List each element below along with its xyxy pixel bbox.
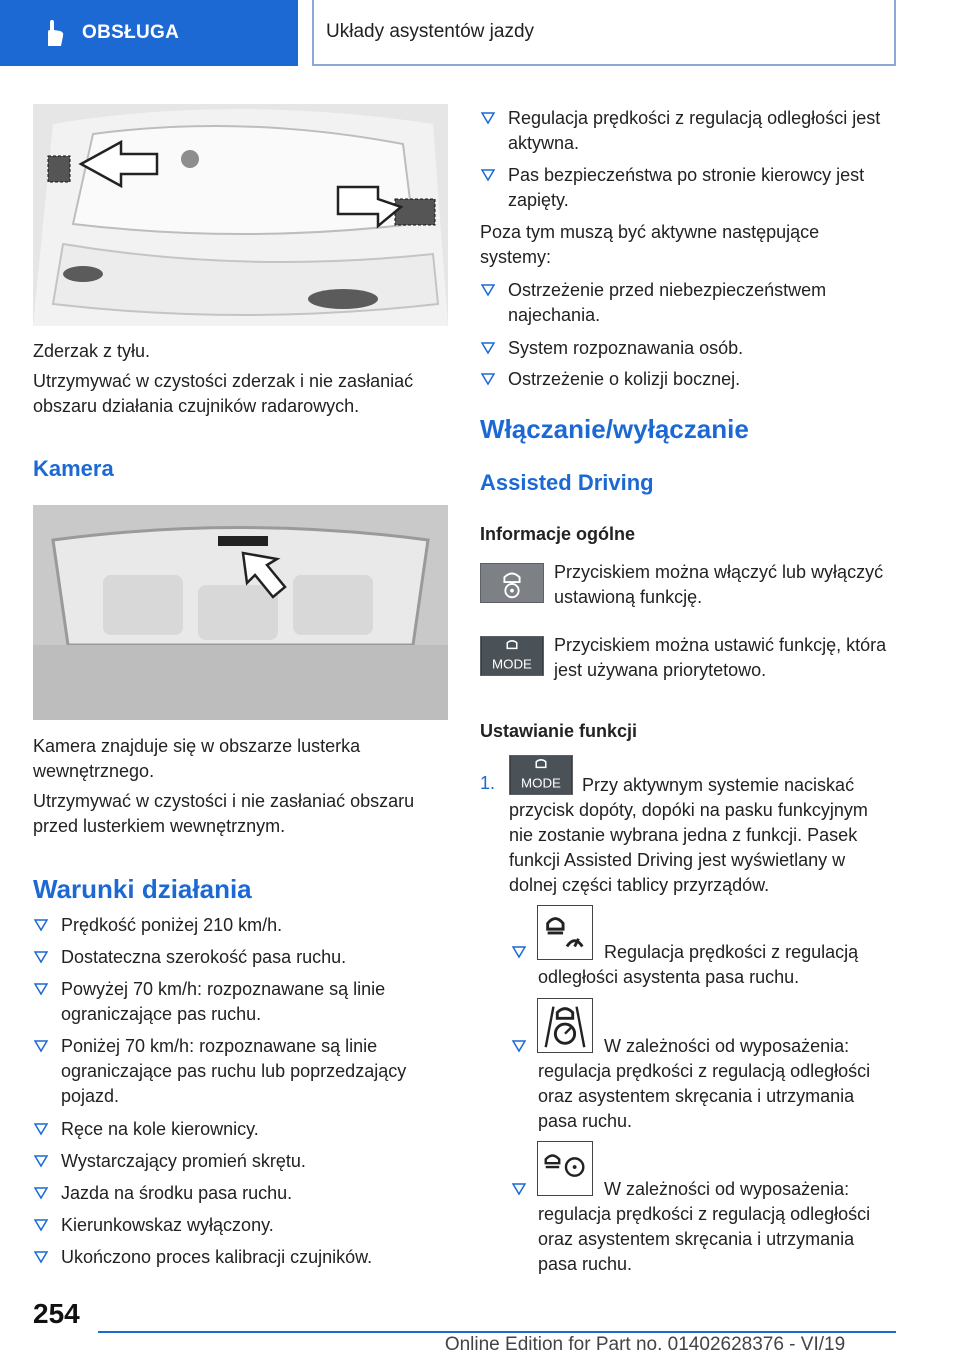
- bullet-triangle-icon: [481, 283, 495, 297]
- section-tab: [0, 0, 298, 66]
- setting-heading: Ustawianie funkcji: [480, 721, 638, 741]
- footer-divider: [98, 1331, 896, 1333]
- bullet-triangle-icon: [481, 341, 495, 355]
- bullet-triangle-icon: [34, 918, 48, 932]
- page-number: 254: [33, 1298, 80, 1329]
- bullet-triangle-icon: [34, 1154, 48, 1168]
- bullet-triangle-icon: [512, 1039, 526, 1053]
- rear-bumper-image: [33, 104, 448, 326]
- condition-item: Ręce na kole kierownicy.: [33, 1117, 443, 1142]
- footer-edition: Online Edition for Part no. 01402628376 - VI/19: [444, 1334, 846, 1355]
- system-item: Ostrzeżenie przed niebezpieczeństwem najechania.: [480, 278, 895, 328]
- step-text: Przy aktywnym systemie naciskać przycisk dopóty, dopóki na pasku funkcyjnym nie zostanie wybrana jedna z funkcji. Pasek funkcji Assisted Driving jest wyświetlany w dolnej części tablicy przyrządów.: [509, 775, 868, 895]
- assisted-driving-button-icon: [480, 563, 544, 603]
- condition-item: Kierunkowskaz wyłączony.: [33, 1213, 443, 1238]
- condition-item: Prędkość poniżej 210 km/h.: [33, 913, 443, 938]
- also-text: Poza tym muszą być aktywne następujące systemy:: [480, 222, 820, 267]
- mode-label: MODE: [521, 775, 561, 791]
- option-text: W zależności od wyposażenia: regulacja prędkości z regulacją odległości oraz asystentem skręcania i utrzymania pasa ruchu.: [538, 1036, 871, 1131]
- camera-image: [33, 505, 448, 720]
- bullet-triangle-icon: [34, 982, 48, 996]
- rear-text: Utrzymywać w czystości zderzak i nie zasłaniać obszaru działania czujników radarowych.: [33, 371, 414, 416]
- system-item: System rozpoznawania osób.: [480, 336, 895, 361]
- bullet-triangle-icon: [34, 1186, 48, 1200]
- condition-item: Poniżej 70 km/h: rozpoznawane są linie ograniczające pas ruchu lub poprzedzający pojazd.: [33, 1034, 443, 1109]
- camera-text-2: Utrzymywać w czystości i nie zasłaniać obszaru przed lusterkiem wewnętrznym.: [33, 791, 415, 836]
- button2-text: Przyciskiem można ustawić funkcję, która jest używana priorytetowo.: [554, 635, 887, 680]
- section-title: OBSŁUGA: [82, 22, 180, 43]
- conditions-heading: Warunki działania: [33, 874, 252, 904]
- button1-text: Przyciskiem można włączyć lub wyłączyć ustawioną funkcję.: [554, 562, 884, 607]
- mode-button-icon: [480, 636, 544, 676]
- option-text: W zależności od wyposażenia: regulacja prędkości z regulacją odległości oraz asystentem skręcania i utrzymania pasa ruchu.: [538, 1179, 871, 1274]
- condition-item: Dostateczna szerokość pasa ruchu.: [33, 945, 443, 970]
- bullet-triangle-icon: [34, 1122, 48, 1136]
- breadcrumb: [312, 0, 896, 66]
- bullet-triangle-icon: [481, 111, 495, 125]
- rear-caption: Zderzak z tyłu.: [33, 341, 151, 361]
- bullet-triangle-icon: [512, 1182, 526, 1196]
- condition-item: Ukończono proces kalibracji czujników.: [33, 1245, 443, 1270]
- camera-heading: Kamera: [33, 456, 114, 481]
- bullet-triangle-icon: [481, 168, 495, 182]
- bullet-triangle-icon: [512, 945, 526, 959]
- general-heading: Informacje ogólne: [480, 524, 636, 544]
- system-item: Ostrzeżenie o kolizji bocznej.: [480, 367, 895, 392]
- mode-label: MODE: [492, 656, 532, 672]
- onoff-heading: Włączanie/wyłączanie: [480, 414, 749, 444]
- bullet-triangle-icon: [34, 1039, 48, 1053]
- condition-item: Pas bezpieczeństwa po stronie kierowcy jest zapięty.: [480, 163, 895, 213]
- condition-item: Regulacja prędkości z regulacją odległości jest aktywna.: [480, 106, 895, 156]
- bullet-triangle-icon: [481, 372, 495, 386]
- camera-text-1: Kamera znajduje się w obszarze lusterka wewnętrznego.: [33, 736, 361, 781]
- assisted-driving-heading: Assisted Driving: [480, 470, 654, 495]
- option-text: Regulacja prędkości z regulacją odległości asystenta pasa ruchu.: [538, 942, 859, 987]
- hand-icon: [38, 18, 68, 48]
- condition-item: Powyżej 70 km/h: rozpoznawane są linie ograniczające pas ruchu.: [33, 977, 443, 1027]
- condition-item: Wystarczający promień skrętu.: [33, 1149, 443, 1174]
- bullet-triangle-icon: [34, 1218, 48, 1232]
- bullet-triangle-icon: [34, 1250, 48, 1264]
- bullet-triangle-icon: [34, 950, 48, 964]
- breadcrumb-text: Układy asystentów jazdy: [326, 21, 535, 42]
- step-number: 1.: [480, 773, 496, 793]
- condition-item: Jazda na środku pasa ruchu.: [33, 1181, 443, 1206]
